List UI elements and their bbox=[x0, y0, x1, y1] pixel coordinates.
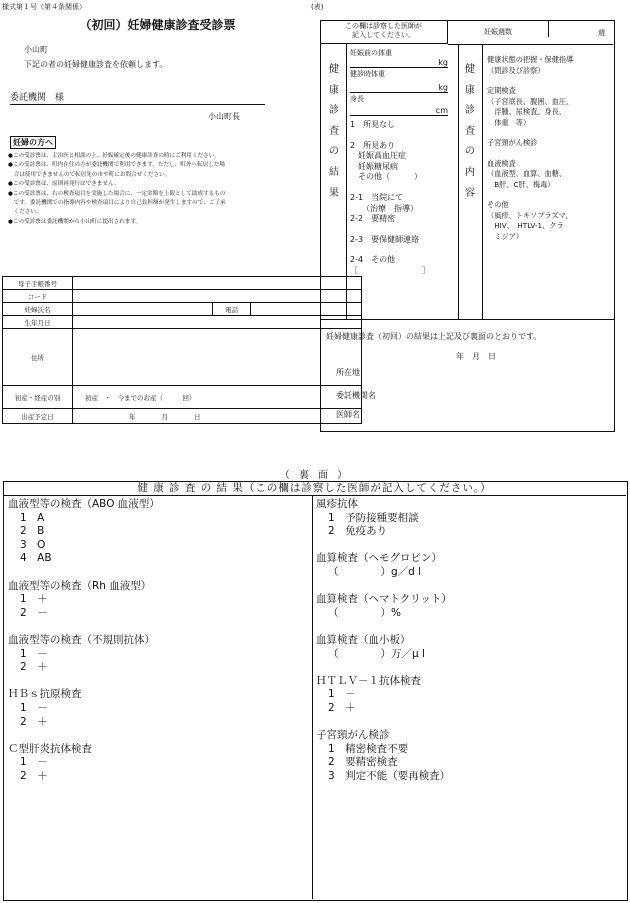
result-other-field[interactable]: ［ ］ bbox=[350, 265, 430, 275]
kg-unit: kg bbox=[438, 83, 448, 92]
content-line: その他 bbox=[487, 200, 509, 209]
v-char: 健 bbox=[465, 64, 475, 75]
option[interactable]: 1 － bbox=[20, 647, 48, 660]
content-line: （風疹、トキソプラズマ、 bbox=[487, 210, 573, 220]
note-line: ください。 bbox=[8, 209, 42, 216]
weight-exam-field[interactable] bbox=[350, 83, 448, 93]
content-line: （問診及び診察） bbox=[487, 65, 545, 75]
content-line: 子宮頸がん検診 bbox=[487, 138, 538, 147]
v-char: 査 bbox=[329, 125, 339, 137]
section-title: ＨＴＬＶ－１抗体検査 bbox=[316, 674, 421, 687]
option[interactable]: 1 ＋ bbox=[20, 593, 48, 606]
back-label: （ 裏 面 ） bbox=[279, 470, 351, 481]
option[interactable]: 1 A bbox=[20, 511, 45, 524]
result-option[interactable]: 妊娠高血圧症 bbox=[350, 151, 406, 161]
note-line: ●この受診票は、原則再発行はできません。 bbox=[8, 181, 120, 188]
weeks-unit: 週 bbox=[598, 29, 605, 37]
back-header: 健 康 診 査 の 結 果（この欄は診察した医師が記入してください。） bbox=[3, 481, 626, 496]
option[interactable]: 1 － bbox=[20, 701, 48, 714]
result-options bbox=[350, 120, 455, 277]
doctor-note: この欄は診察した医師が 記入してください。 bbox=[320, 20, 448, 44]
section-title: 血算検査（血小板） bbox=[316, 633, 411, 646]
option[interactable]: 2 要精密検査 bbox=[328, 756, 398, 769]
result-statement: 妊婦健康診査（初回）の結果は上記及び裏面のとおりです。 bbox=[326, 332, 542, 341]
back-left-column bbox=[8, 498, 308, 783]
result-column bbox=[350, 48, 455, 277]
option[interactable]: 2 ＋ bbox=[328, 701, 356, 714]
result-option[interactable]: 妊娠糖尿病 bbox=[350, 161, 398, 171]
result-option[interactable]: 2-3 要保健師連絡 bbox=[350, 234, 420, 244]
section-title: 風疹抗体 bbox=[316, 498, 358, 510]
doctor-label: 医師名 bbox=[336, 410, 360, 419]
option[interactable]: 3 判定不能（要再検査） bbox=[328, 769, 451, 782]
section-title: 子宮頸がん検診 bbox=[316, 729, 390, 742]
height-label: 身長 bbox=[350, 95, 364, 103]
v-char: 容 bbox=[465, 187, 475, 199]
due-date-field[interactable]: 年 月 日 bbox=[73, 409, 362, 424]
note-line: ●この受診票は、町内在住の方が委託機関で利用できます。ただし、町外へ転居した場 bbox=[8, 162, 225, 169]
v-char: 査 bbox=[465, 125, 475, 137]
v-char: 内 bbox=[465, 166, 475, 178]
page-title: （初回）妊婦健康診査受診票 bbox=[79, 18, 236, 32]
notes-list bbox=[8, 152, 308, 227]
front-label: (表) bbox=[311, 3, 324, 11]
patient-info-table bbox=[2, 276, 362, 424]
birth-label: 生年月日 bbox=[3, 316, 73, 329]
agency-label: 委託機関名 bbox=[336, 391, 376, 400]
name-field[interactable] bbox=[73, 303, 213, 316]
boshi-number-label: 母子手帳番号 bbox=[3, 277, 73, 290]
weight-before-field[interactable] bbox=[350, 58, 448, 68]
mayor-signature: 小山町長 bbox=[208, 112, 240, 121]
to-mother-heading: 妊婦の方へ bbox=[10, 136, 56, 149]
exam-content-list bbox=[487, 55, 612, 242]
v-char: 診 bbox=[329, 105, 339, 117]
result-option[interactable]: 2 所見あり bbox=[350, 140, 396, 150]
v-char: 康 bbox=[465, 84, 475, 96]
content-line: HIV、 HTLV-1、クラ bbox=[487, 221, 564, 230]
content-line: 浮腫、尿検査、身長、 bbox=[487, 107, 567, 116]
content-line: （血液型、血算、血糖、 bbox=[487, 169, 567, 178]
note-line: です。委託機関での指導内容や検査項目により自己負担額が発生しますので、ご了承 bbox=[8, 200, 226, 207]
result-option: （治療 指導） bbox=[350, 203, 418, 213]
name-label: 妊婦氏名 bbox=[3, 303, 73, 316]
option[interactable]: 2 ＋ bbox=[20, 715, 48, 728]
form-number: 様式第１号（第４条関係） bbox=[2, 3, 86, 11]
weeks-label: 妊娠週数 bbox=[448, 20, 549, 37]
section-title: 血算検査（ヘマトクリット） bbox=[316, 593, 452, 606]
divider bbox=[482, 44, 483, 319]
option[interactable]: 1 予防接種要相談 bbox=[328, 511, 419, 524]
v-char: 康 bbox=[329, 84, 339, 96]
result-vertical-label bbox=[322, 60, 346, 204]
request-text: 下記の者の妊婦健康診査を依頼します。 bbox=[24, 60, 168, 69]
v-char: 結 bbox=[329, 166, 339, 178]
code-label: コード bbox=[3, 290, 73, 303]
section-title: 血算検査（ヘモグロビン） bbox=[316, 552, 442, 565]
option[interactable]: 1 － bbox=[20, 756, 48, 769]
note-line: ●この受診票は、右の検査項目を実施した場合に、一定金額を上限として助成するもの bbox=[8, 190, 226, 197]
section-title: ＨＢｓ抗原検査 bbox=[8, 688, 82, 701]
option[interactable]: 2 免疫あり bbox=[328, 525, 388, 538]
weight-before-label: 妊娠前の体重 bbox=[350, 49, 392, 57]
result-option[interactable]: 2-4 その他 bbox=[350, 255, 396, 265]
birth-field[interactable] bbox=[73, 316, 362, 329]
weight-exam-label: 健診時体重 bbox=[350, 70, 385, 78]
option[interactable]: 1 － bbox=[328, 688, 356, 701]
boshi-number-field[interactable] bbox=[73, 277, 362, 290]
content-line: 血液検査 bbox=[487, 158, 516, 168]
divider bbox=[320, 319, 614, 320]
weeks-field[interactable] bbox=[548, 20, 596, 44]
v-char: 診 bbox=[465, 105, 475, 117]
option[interactable]: 2 － bbox=[20, 606, 48, 619]
option[interactable]: 3 O bbox=[20, 538, 46, 551]
parity-label: 初産・経産の別 bbox=[3, 386, 73, 409]
divider bbox=[346, 44, 347, 319]
option[interactable]: 2 ＋ bbox=[20, 769, 48, 782]
town-name: 小山町 bbox=[24, 45, 48, 54]
v-char: 健 bbox=[329, 64, 339, 75]
note-line: ●この受診票は委託機関から小山町に提出されます。 bbox=[8, 218, 142, 225]
divider bbox=[312, 495, 313, 899]
due-date-label: 出産予定日 bbox=[3, 409, 73, 424]
content-vertical-label bbox=[458, 60, 482, 204]
address-label: 住所 bbox=[3, 329, 73, 386]
address-label: 所在地 bbox=[336, 368, 360, 377]
result-option[interactable]: 2-1 当院にて bbox=[350, 192, 404, 202]
v-char: 果 bbox=[329, 187, 339, 199]
kg-unit: kg bbox=[438, 58, 448, 67]
result-option[interactable]: 2-2 要精密 bbox=[350, 214, 396, 224]
value-field[interactable]: （ ）万／μ l bbox=[328, 647, 425, 660]
result-option[interactable]: 1 所見なし bbox=[350, 120, 396, 129]
content-line: B肝、C肝、梅毒） bbox=[487, 179, 555, 189]
date-field[interactable]: 年 月 日 bbox=[456, 352, 496, 361]
v-char: の bbox=[465, 146, 475, 158]
content-line: （子宮底長、腹囲、血圧、 bbox=[487, 96, 574, 106]
option[interactable]: 4 AB bbox=[20, 552, 52, 565]
cm-unit: cm bbox=[435, 106, 448, 115]
note-line: ●この受診票は、主治医と相談の上、妊娠確定後の健康診査の時にご利用ください。 bbox=[8, 153, 220, 159]
result-option[interactable]: その他（ ） bbox=[350, 172, 422, 182]
option[interactable]: 1 精密検査不要 bbox=[328, 742, 409, 755]
content-line: 健康状態の把握・保健指導 bbox=[487, 55, 574, 64]
v-char: の bbox=[329, 146, 339, 158]
height-field[interactable] bbox=[350, 106, 448, 116]
section-title: 血液型等の検査（不規則抗体） bbox=[8, 633, 155, 646]
entrust-agency-label: 委託機関 様 bbox=[10, 93, 65, 103]
back-right-column bbox=[316, 498, 616, 783]
value-field[interactable]: （ ）g／d l bbox=[328, 565, 422, 578]
section-title: Ｃ型肝炎抗体検査 bbox=[8, 742, 92, 755]
entrust-agency-field[interactable] bbox=[10, 90, 265, 105]
content-line: ミジア） bbox=[487, 231, 523, 241]
section-title: 血液型等の検査（ABO 血液型） bbox=[8, 498, 160, 510]
option[interactable]: 2 B bbox=[20, 525, 45, 538]
option[interactable]: 2 ＋ bbox=[20, 661, 48, 674]
value-field[interactable]: （ ）% bbox=[328, 606, 401, 619]
phone-label: 電話 bbox=[213, 303, 251, 316]
code-field[interactable] bbox=[73, 290, 362, 303]
parity-field[interactable]: 初産 ・ 今までのお産（ 回） bbox=[73, 386, 362, 409]
content-line: 体重 等） bbox=[487, 117, 531, 127]
section-title: 血液型等の検査（Rh 血液型） bbox=[8, 579, 152, 592]
note-line: 合は使用できませんので転居先の市や町にお問合せください。 bbox=[8, 171, 171, 178]
address-field[interactable] bbox=[73, 329, 362, 386]
content-line: 定期検査 bbox=[487, 86, 516, 95]
